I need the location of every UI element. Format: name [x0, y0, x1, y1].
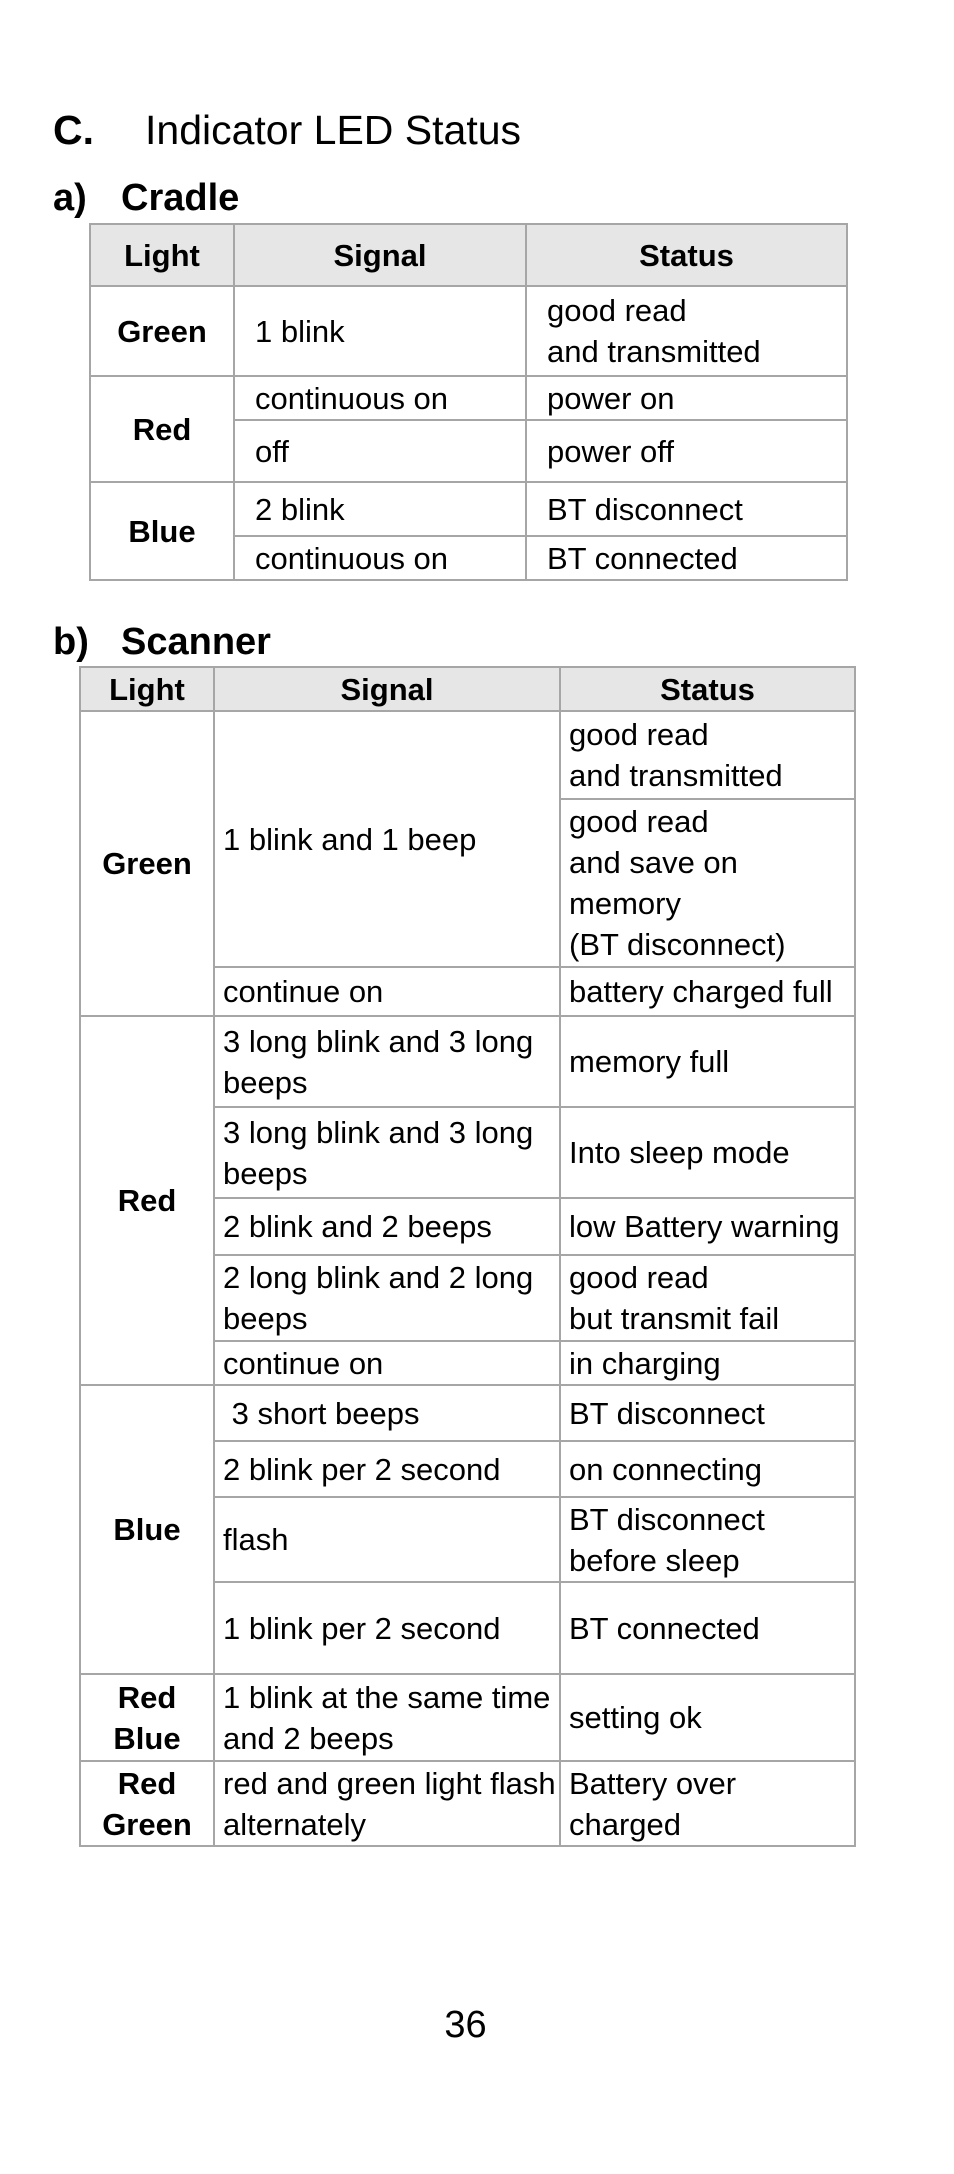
table-row — [90, 482, 847, 536]
table-row — [80, 1761, 855, 1846]
status-cell: good read and save on memory (BT disconnect) — [560, 799, 855, 967]
status-cell: good read and transmitted — [560, 711, 855, 799]
signal-cell: red and green light flash alternately — [214, 1761, 560, 1846]
signal-cell: 3 long blink and 3 long beeps — [214, 1016, 560, 1107]
table-row — [80, 1385, 855, 1441]
status-cell: setting ok — [560, 1674, 855, 1761]
cradle-title: Cradle — [121, 177, 240, 219]
table-row — [80, 1016, 855, 1107]
header-signal: Signal — [234, 224, 526, 286]
cradle-heading — [53, 173, 239, 223]
signal-cell: continuous on — [234, 376, 526, 420]
signal-cell: 3 long blink and 3 long beeps — [214, 1107, 560, 1198]
header-status: Status — [526, 224, 847, 286]
status-cell: power on — [526, 376, 847, 420]
status-cell: BT connected — [526, 536, 847, 580]
table-row — [80, 1674, 855, 1761]
light-cell: Red Green — [80, 1761, 214, 1846]
section-heading — [53, 102, 521, 158]
light-cell: Blue — [80, 1385, 214, 1674]
table-row — [90, 286, 847, 376]
light-cell: Green — [90, 286, 234, 376]
header-light: Light — [80, 667, 214, 711]
status-cell: on connecting — [560, 1441, 855, 1497]
status-cell: BT disconnect — [560, 1385, 855, 1441]
status-cell: Into sleep mode — [560, 1107, 855, 1198]
signal-cell: 3 short beeps — [214, 1385, 560, 1441]
scanner-heading — [53, 617, 271, 667]
status-cell: BT connected — [560, 1582, 855, 1674]
light-cell: Red — [90, 376, 234, 482]
table-header-row — [80, 667, 855, 711]
signal-cell: continuous on — [234, 536, 526, 580]
status-cell: BT disconnect — [526, 482, 847, 536]
light-cell: Green — [80, 711, 214, 1016]
signal-cell: continue on — [214, 1341, 560, 1385]
status-cell: low Battery warning — [560, 1198, 855, 1255]
header-light: Light — [90, 224, 234, 286]
status-cell: power off — [526, 420, 847, 482]
scanner-title: Scanner — [121, 621, 271, 663]
signal-cell: off — [234, 420, 526, 482]
status-cell: good read and transmitted — [526, 286, 847, 376]
signal-cell: continue on — [214, 967, 560, 1016]
header-signal: Signal — [214, 667, 560, 711]
cradle-letter: a) — [53, 177, 87, 219]
signal-cell: 2 blink and 2 beeps — [214, 1198, 560, 1255]
status-cell: good read but transmit fail — [560, 1255, 855, 1341]
light-cell: Red — [80, 1016, 214, 1385]
light-cell: Blue — [90, 482, 234, 580]
signal-cell: flash — [214, 1497, 560, 1582]
table-header-row — [90, 224, 847, 286]
signal-cell: 2 long blink and 2 long beeps — [214, 1255, 560, 1341]
section-letter: C. — [53, 107, 94, 153]
signal-cell: 1 blink — [234, 286, 526, 376]
status-cell: BT disconnect before sleep — [560, 1497, 855, 1582]
signal-cell: 1 blink at the same time and 2 beeps — [214, 1674, 560, 1761]
status-cell: battery charged full — [560, 967, 855, 1016]
cradle-table — [89, 223, 848, 581]
signal-cell: 1 blink and 1 beep — [214, 711, 560, 967]
signal-cell: 2 blink per 2 second — [214, 1441, 560, 1497]
status-cell: memory full — [560, 1016, 855, 1107]
table-row — [90, 376, 847, 420]
table-row — [80, 711, 855, 799]
light-cell: Red Blue — [80, 1674, 214, 1761]
status-cell: in charging — [560, 1341, 855, 1385]
signal-cell: 1 blink per 2 second — [214, 1582, 560, 1674]
page-number: 36 — [444, 2004, 487, 2046]
signal-cell: 2 blink — [234, 482, 526, 536]
status-cell: Battery over charged — [560, 1761, 855, 1846]
scanner-table — [79, 666, 856, 1847]
header-status: Status — [560, 667, 855, 711]
section-title: Indicator LED Status — [145, 107, 522, 153]
scanner-letter: b) — [53, 621, 89, 663]
